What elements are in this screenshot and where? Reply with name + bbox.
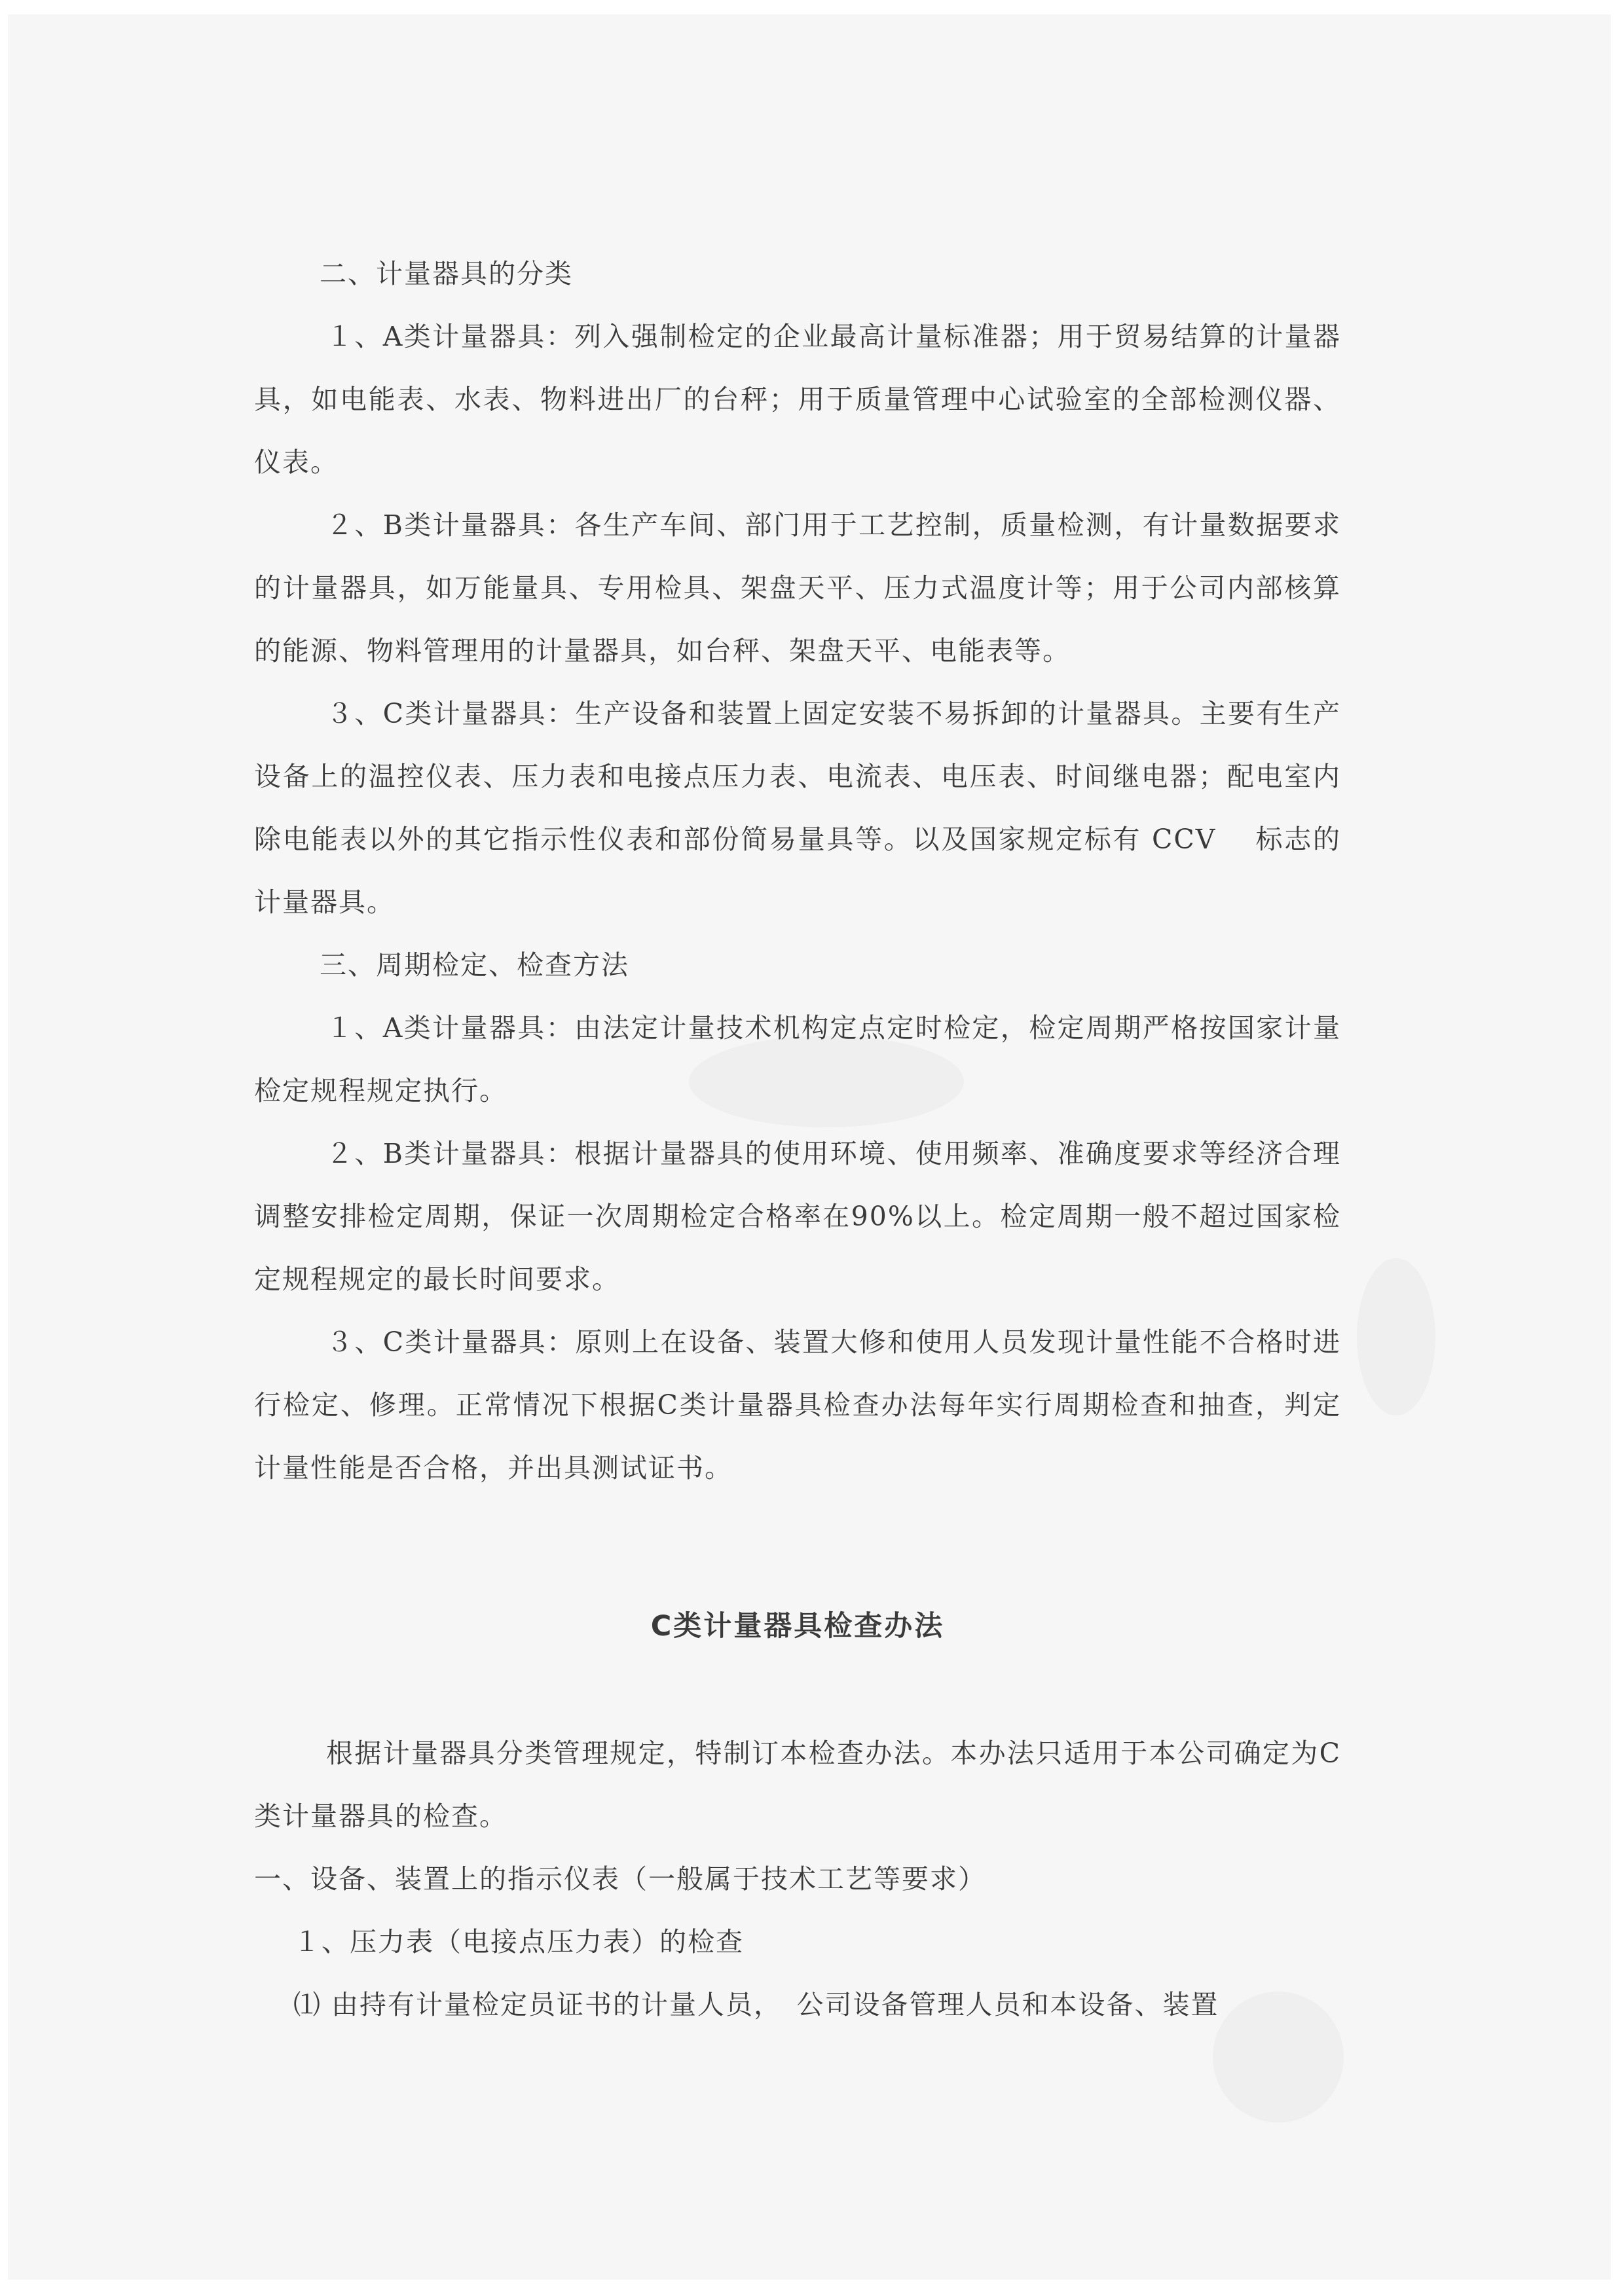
method-item-one: １、压力表（电接点压力表）的检查: [293, 1926, 744, 1958]
paragraph-method-intro: 根据计量器具分类管理规定，特制订本检查办法。本办法只适用于本公司确定为C类计量器具的检查。: [254, 1738, 1341, 1832]
paragraph-periodic-c: ３、C类计量器具：原则上在设备、装置大修和使用人员发现计量性能不合格时进行检定、修理。正常情况下根据C类计量器具检查办法每年实行周期检查和抽查，判定计量性能是否合格，并出具测试证书。: [254, 1326, 1341, 1484]
document-body: [254, 242, 1341, 2036]
section-heading-periodic: 三、周期检定、检查方法: [320, 949, 629, 981]
method-heading-one: 一、设备、装置上的指示仪表（一般属于技术工艺等要求）: [254, 1863, 986, 1895]
paragraph-periodic-a: １、A类计量器具：由法定计量技术机构定点定时检定，检定周期严格按国家计量检定规程规定执行。: [254, 1012, 1341, 1106]
paragraph-periodic-b: ２、B类计量器具：根据计量器具的使用环境、使用频率、准确度要求等经济合理调整安排检定周期，保证一次周期检定合格率在90%以上。检定周期一般不超过国家检定规程规定的最长时间要求。: [254, 1138, 1341, 1295]
document-title: C类计量器具检查办法: [650, 1610, 945, 1643]
paragraph-class-c: ３、C类计量器具：生产设备和装置上固定安装不易拆卸的计量器具。主要有生产设备上的温控仪表、压力表和电接点压力表、电流表、电压表、时间继电器；配电室内除电能表以外的其它指示性仪表和部份简易量具等。以及国家规定标有 CCV 标志的计量器具。: [254, 698, 1341, 918]
section-heading-classification: 二、计量器具的分类: [320, 258, 573, 289]
scan-smudge: [1357, 1258, 1435, 1415]
method-item-one-sub: ⑴ 由持有计量检定员证书的计量人员， 公司设备管理人员和本设备、装置: [293, 1989, 1219, 2020]
paragraph-class-a: １、A类计量器具：列入强制检定的企业最高计量标准器；用于贸易结算的计量器具，如电能表、水表、物料进出厂的台秤；用于质量管理中心试验室的全部检测仪器、仪表。: [254, 321, 1341, 478]
paragraph-class-b: ２、B类计量器具：各生产车间、部门用于工艺控制，质量检测，有计量数据要求的计量器具，如万能量具、专用检具、架盘天平、压力式温度计等；用于公司内部核算的能源、物料管理用的计量器具，如台秤、架盘天平、电能表等。: [254, 509, 1341, 666]
